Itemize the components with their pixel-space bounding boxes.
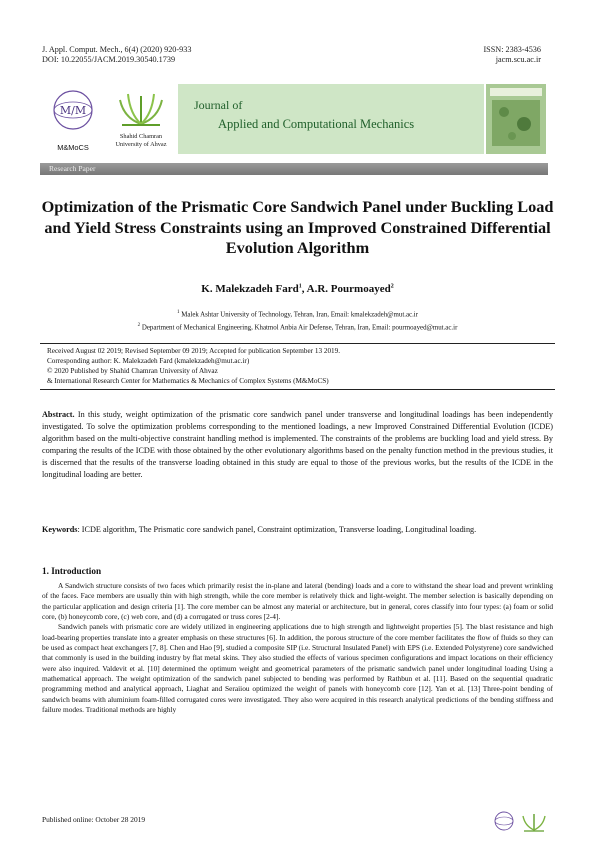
affiliation-1-mark: 1: [176, 310, 180, 315]
article-dates: Received August 02 2019; Revised September 09 2019; Accepted for publication September 13 2019.: [47, 347, 341, 355]
published-online: Published online: October 28 2019: [42, 815, 146, 824]
info-top-rule: [40, 343, 555, 344]
authors: [40, 283, 555, 295]
university-name-line1: Shahid Chamran: [119, 133, 163, 140]
copyright-line: © 2020 Published by Shahid Chamran University of Ahvaz: [47, 367, 218, 375]
university-name-line2: University of Ahvaz: [115, 140, 167, 148]
university-logo: [110, 88, 172, 152]
cover-image-icon: [486, 84, 546, 154]
mmocs-caption: M&MoCS: [57, 143, 89, 152]
university-emblem-icon: [110, 88, 172, 128]
journal-banner: [178, 84, 484, 154]
author-2-affiliation-mark: 2: [390, 283, 394, 290]
journal-citation: J. Appl. Comput. Mech., 6(4) (2020) 920-933: [42, 45, 192, 54]
footer-emblems-icon: [492, 810, 548, 832]
mmocs-logo: [42, 88, 104, 150]
author-1-affiliation-mark: 1: [298, 283, 302, 290]
introduction-body: [42, 581, 553, 715]
abstract-label: Abstract.: [42, 410, 75, 419]
journal-website[interactable]: jacm.scu.ac.ir: [495, 55, 541, 64]
keywords-text: : ICDE algorithm, The Prismatic core sandwich panel, Constraint optimization, Transverse loading, Longitudinal loading.: [77, 525, 477, 534]
mmocs-letters: M/M: [59, 104, 87, 117]
introduction-paragraph-2: Sandwich panels with prismatic core are widely utilized in engineering applications due to high strength and lightweight properties [5]. The blast resistance and high load-bearing properties translate into a greater emphasis on these structures [6]. In addition, the porous structure of the core member facilitates the flow of fluids so they can be used as compact heat exchangers [7, 8]. Chen and Hao [9], studied a composite SIP (i.e. Structural Insulated Panel) with EPS (i.e. Extended Polystyrene) core sandwiched that commonly is used in the building industry by flat metal skins. They also studied the effects of various specimen configurations and impact locations on their efficiency were also inquired. Valdevit et al. [10] determined the optimum weight and geometrical parameters of the prismatic sandwich panel under longitudinal loading Using a mathematical approach. The weight optimization of the sandwich panel subjected to bending was performed by Rathbun et al. [11]. Based on the sequential quadratic programming method and analytical approach, Liaghat and Seraiiou optimized the weight of panels with honeycomb core [12]. Yan et al. [13] Three-point bending of sandwich beams with aluminium foam-filled corrugated cores were investigated. They also were acquired in this research analytical predictions of the bending stiffness and failure modes. Traditional methods are highly: [42, 622, 553, 715]
mmocs-emblem-icon: [42, 88, 104, 138]
doi[interactable]: DOI: 10.22055/JACM.2019.30540.1739: [42, 55, 176, 64]
article-type-bar: [40, 163, 548, 175]
article-type-label: Research Paper: [49, 164, 96, 173]
author-1[interactable]: K. Malekzadeh Fard: [201, 283, 299, 295]
affiliation-1: [40, 310, 555, 318]
author-separator: ,: [301, 283, 307, 295]
author-2[interactable]: A.R. Pourmoayed: [306, 283, 391, 295]
issn: ISSN: 2383-4536: [483, 45, 541, 54]
keywords: [42, 524, 553, 536]
footer-logos: [492, 810, 548, 832]
journal-cover-thumbnail: [486, 84, 546, 154]
abstract: [42, 409, 553, 481]
abstract-text: In this study, weight optimization of the prismatic core sandwich panel under transverse and longitudinal loadings has been independently investigated. To solve the optimization problems corresponding to the mentioned loadings, a new Improved Constrained Differential Evolution (ICDE) algorithm based on the multi-objective constraint handling method is implemented. The constraints of the problems are buckling load and yield stress. By comparing the results of the ICDE with those obtained by the other evolutionary algorithms based on the penalty function method in the previous studies, it is discerned that the results of the transverse loading obtained in this study are equal to those of the previous works, but the results of the ICDE in the longitudinal loading are better.: [42, 410, 553, 479]
copyright-line-2: & International Research Center for Mathematics & Mechanics of Complex Systems (M&MoCS): [47, 377, 329, 385]
info-bottom-rule: [40, 389, 555, 390]
section-heading-introduction: 1. Introduction: [42, 566, 102, 576]
affiliation-1-text: Malek Ashtar University of Technology, Tehran, Iran, Email: kmalekzadeh@mut.ac.ir: [181, 311, 419, 319]
journal-name-line1: Journal of: [194, 98, 243, 112]
affiliation-2: [40, 323, 555, 331]
corresponding-author: Corresponding author: K. Malekzadeh Fard (kmalekzadeh@mut.ac.ir): [47, 357, 250, 365]
affiliation-2-mark: 2: [137, 323, 141, 328]
keywords-label: Keywords: [42, 525, 78, 534]
introduction-paragraph-1: A Sandwich structure consists of two faces which primarily resist the in-plane and lateral (bending) loads and a core to withstand the shear load and prevent wrinkling of the faces. Face members are usually thin with high strength, while the core member is relatively thick and light-weight. The member selection is basically depending on the particular application and design criteria [1]. The core member can be almost any material or architecture, but in general, cores classify into four types: (a) foam or solid core, (b) honeycomb core, (c) web core, and (d) a corrugated or truss cores [2-4].: [42, 581, 553, 622]
affiliation-2-text: Department of Mechanical Engineering, Khatmol Anbia Air Defense, Tehran, Iran, Email: pourmoayed@mut.ac.ir: [141, 324, 458, 332]
journal-name-line2: Applied and Computational Mechanics: [218, 117, 415, 131]
paper-title: Optimization of the Prismatic Core Sandwich Panel under Buckling Load and Yield Stress Constraints using an Improved Constrained Differential Evolution Algorithm: [41, 197, 554, 257]
